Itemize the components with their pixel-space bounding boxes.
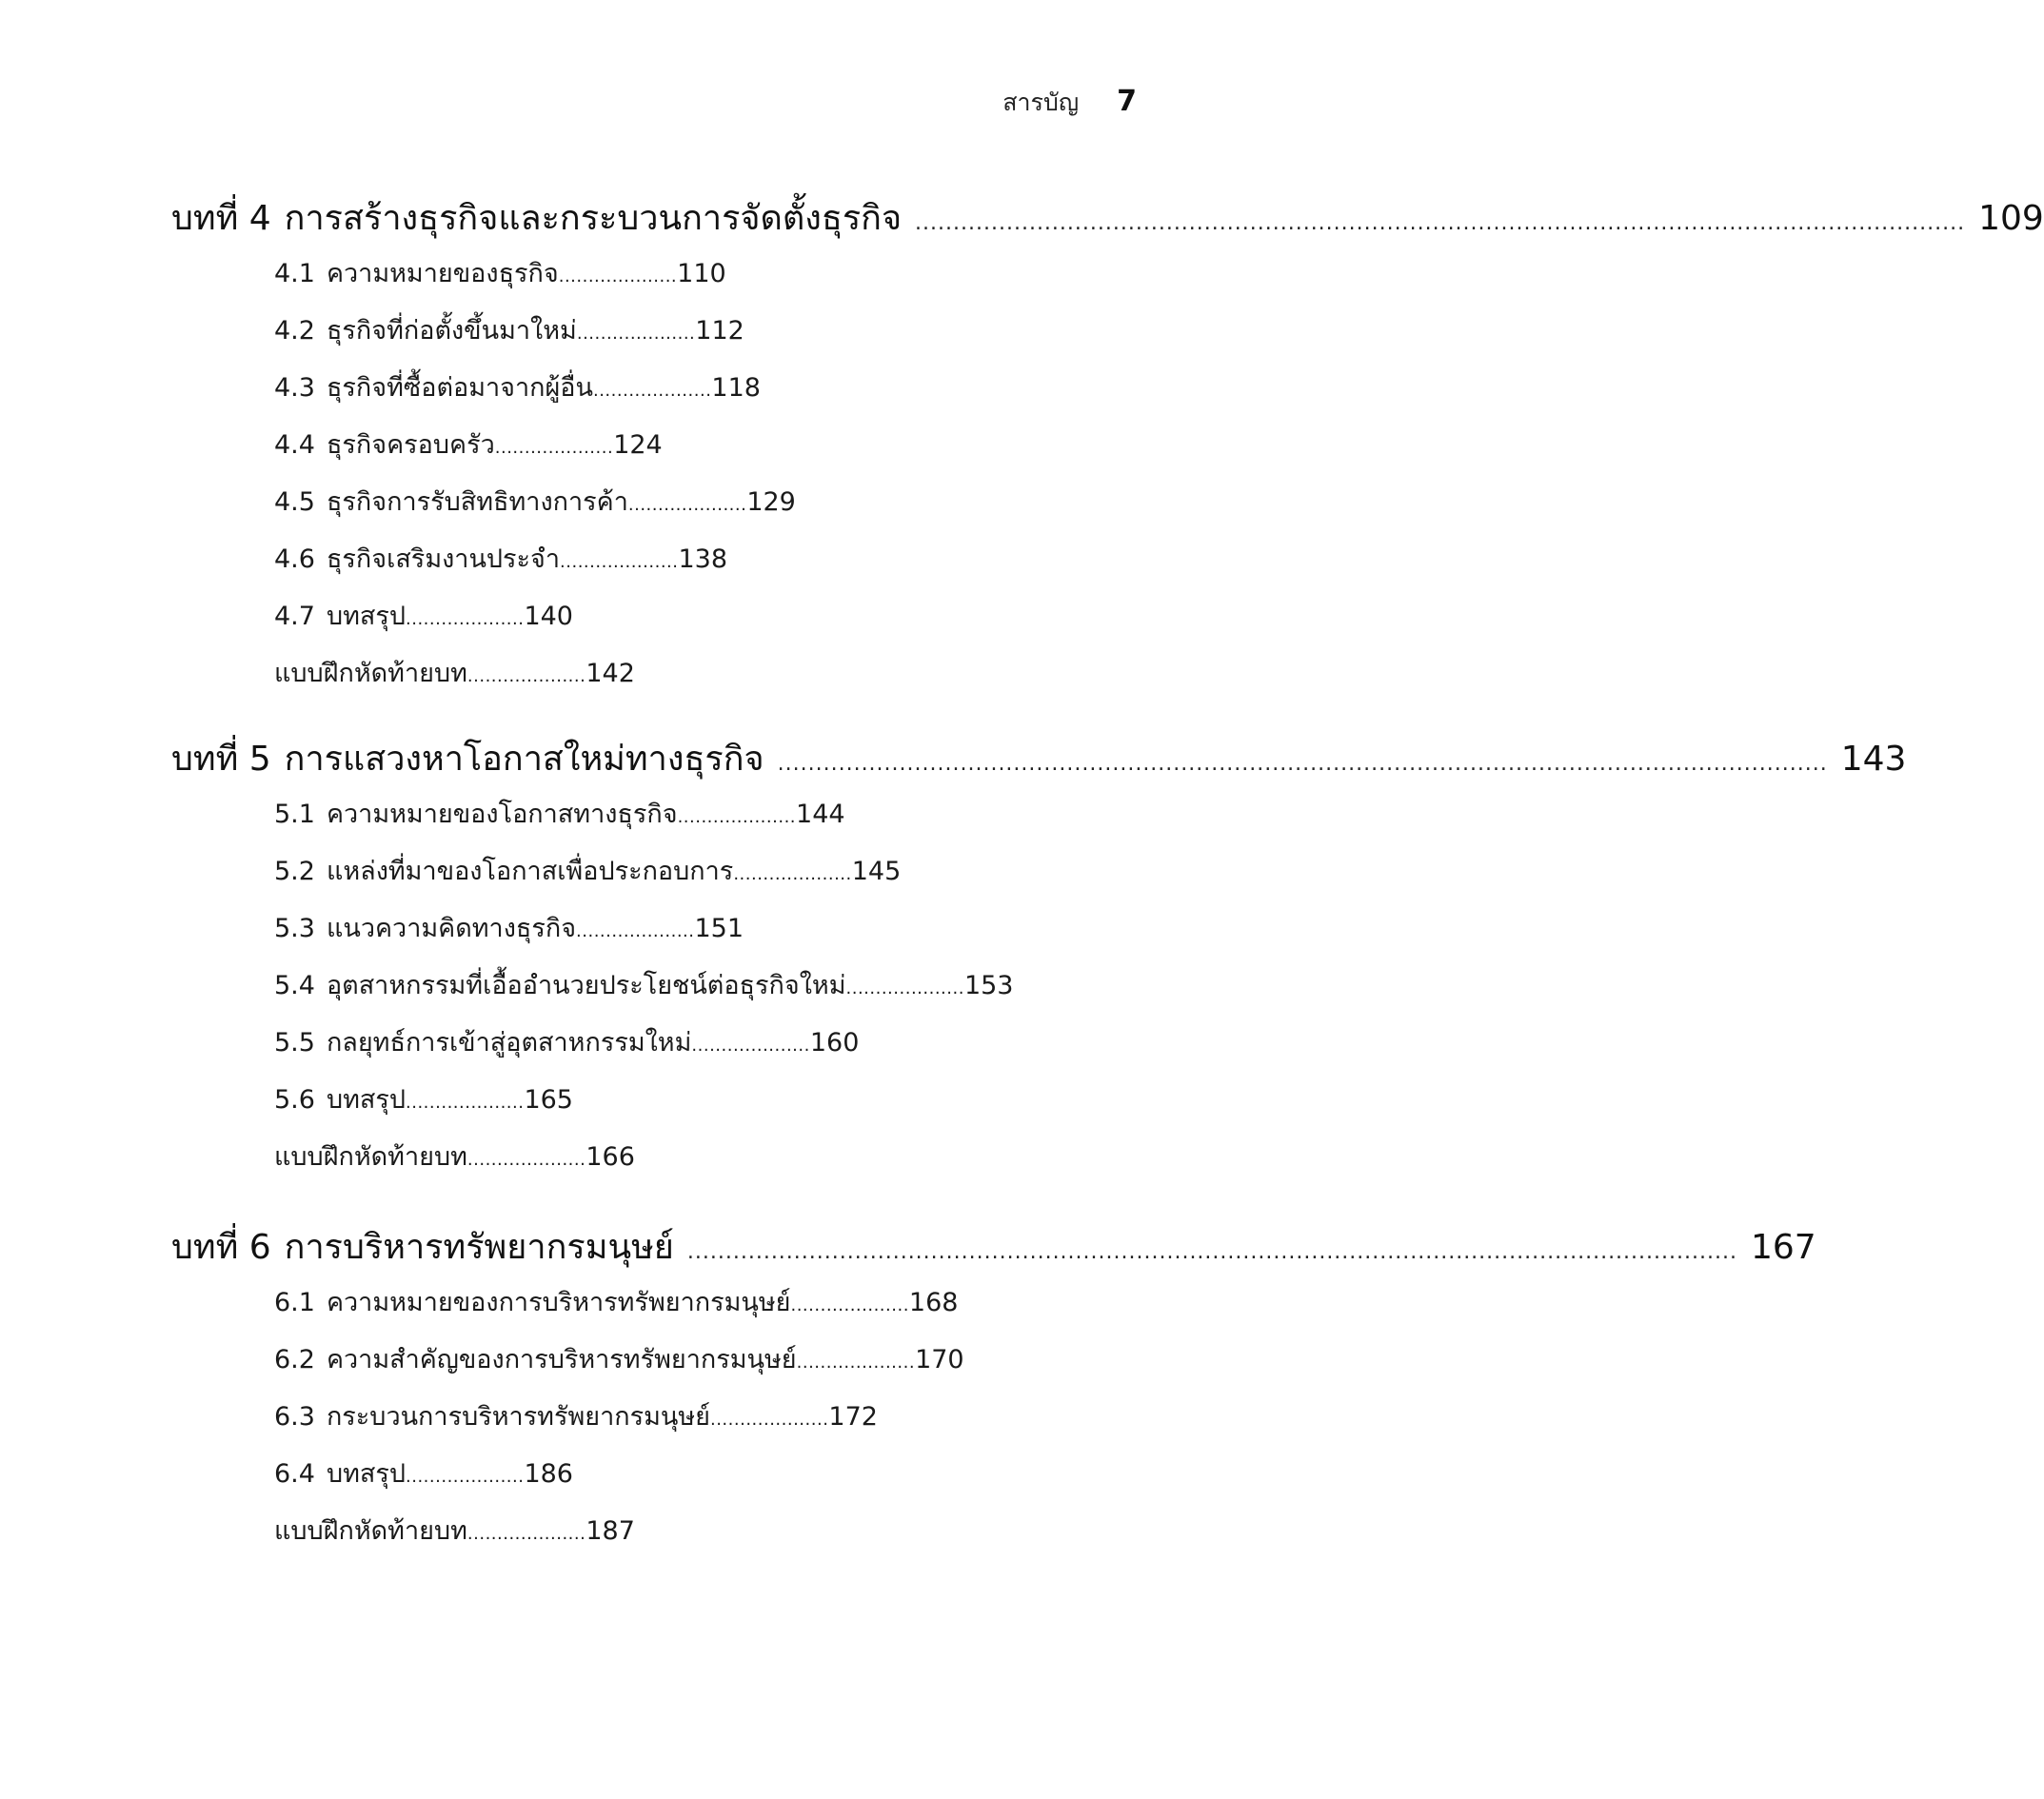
section-page: 160	[809, 1028, 860, 1058]
section-list	[171, 1275, 1157, 1560]
toc-section-entry[interactable]	[274, 958, 1157, 1015]
dot-leader: ....................	[406, 1467, 525, 1487]
chapter-heading[interactable]	[171, 1219, 1816, 1275]
section-page: 187	[585, 1516, 635, 1546]
section-number: 5.2	[274, 857, 315, 886]
section-title: อุตสาหกรรมที่เอื้ออำนวยประโยชน์ต่อธุรกิจใหม่	[326, 971, 846, 1000]
section-title: ธุรกิจครอบครัว	[326, 430, 495, 460]
section-page: 118	[711, 373, 761, 403]
section-page: 145	[851, 857, 902, 886]
dot-leader: ....................	[576, 324, 696, 344]
dot-leader: ....................	[691, 1036, 810, 1056]
running-header	[1002, 84, 1137, 122]
section-number: 4.4	[274, 430, 315, 460]
chapter-4	[171, 190, 2044, 702]
section-number: 6.1	[274, 1288, 315, 1317]
dot-leader: ....................	[466, 1524, 586, 1544]
dot-leader: ....................	[494, 438, 614, 458]
toc-section-entry[interactable]	[274, 900, 1157, 958]
section-number: 4.2	[274, 316, 315, 346]
toc-section-entry[interactable]	[274, 1015, 1157, 1072]
chapter-label: บทที่ 6	[171, 1228, 271, 1267]
dot-leader: ....................	[627, 495, 747, 515]
section-title: กลยุทธ์การเข้าสู่อุตสาหกรรมใหม่	[326, 1028, 692, 1058]
section-number: 5.3	[274, 914, 315, 943]
section-page: 138	[678, 544, 728, 574]
dot-leader: ..........................................................................................................................................	[915, 211, 1966, 235]
toc-section-entry[interactable]	[274, 843, 1157, 900]
dot-leader: ....................	[677, 807, 797, 827]
section-number: 4.7	[274, 602, 315, 631]
section-page: 140	[524, 602, 573, 631]
toc-section-entry[interactable]	[274, 246, 1157, 303]
toc-section-entry[interactable]	[274, 1129, 1157, 1186]
section-title: บทสรุป	[326, 602, 407, 631]
section-title: ธุรกิจที่ก่อตั้งขึ้นมาใหม่	[326, 316, 577, 346]
dot-leader: ..........................................................................................................................................	[777, 752, 1828, 776]
section-number: 4.1	[274, 259, 315, 288]
toc-section-entry[interactable]	[274, 588, 1157, 645]
chapter-label: บทที่ 5	[171, 740, 271, 779]
running-header-page-number: 7	[1117, 85, 1137, 118]
dot-leader: ....................	[790, 1295, 909, 1315]
section-title: แบบฝึกหัดท้ายบท	[274, 659, 467, 688]
dot-leader: ....................	[406, 609, 525, 629]
section-page: 110	[677, 259, 726, 288]
section-number: 5.6	[274, 1085, 315, 1115]
section-title: ความหมายของการบริหารทรัพยากรมนุษย์	[326, 1288, 791, 1317]
dot-leader: ....................	[709, 1410, 829, 1430]
toc-section-entry[interactable]	[274, 417, 1157, 474]
chapter-page: 143	[1840, 740, 1907, 779]
section-title: แนวความคิดทางธุรกิจ	[326, 914, 577, 943]
toc-section-entry[interactable]	[274, 786, 1157, 843]
chapter-page: 109	[1978, 199, 2044, 238]
dot-leader: ....................	[845, 979, 964, 998]
section-page: 165	[524, 1085, 573, 1115]
section-title: ความสำคัญของการบริหารทรัพยากรมนุษย์	[326, 1345, 797, 1374]
chapter-heading[interactable]	[171, 190, 2044, 246]
toc-section-entry[interactable]	[274, 1503, 1157, 1560]
section-title: แบบฝึกหัดท้ายบท	[274, 1142, 467, 1172]
section-page: 168	[908, 1288, 959, 1317]
toc-section-entry[interactable]	[274, 360, 1157, 417]
section-page: 129	[746, 487, 796, 517]
toc-section-entry[interactable]	[274, 474, 1157, 531]
section-number: 6.3	[274, 1402, 315, 1432]
dot-leader: ....................	[560, 552, 679, 572]
section-number: 5.4	[274, 971, 315, 1000]
section-number: 4.6	[274, 544, 315, 574]
dot-leader: ....................	[558, 267, 678, 287]
chapter-5	[171, 731, 1907, 1186]
toc-section-entry[interactable]	[274, 1332, 1157, 1389]
toc-section-entry[interactable]	[274, 1072, 1157, 1129]
section-number: 4.3	[274, 373, 315, 403]
chapter-page: 167	[1750, 1228, 1816, 1267]
section-title: ความหมายของโอกาสทางธุรกิจ	[326, 800, 678, 829]
section-title: ธุรกิจการรับสิทธิทางการค้า	[326, 487, 628, 517]
chapter-title: การแสวงหาโอกาสใหม่ทางธุรกิจ	[284, 740, 764, 779]
section-page: 151	[694, 914, 744, 943]
section-page: 144	[796, 800, 845, 829]
section-page: 142	[585, 659, 635, 688]
section-number: 5.1	[274, 800, 315, 829]
toc-section-entry[interactable]	[274, 645, 1157, 702]
chapter-title: การบริหารทรัพยากรมนุษย์	[284, 1228, 674, 1267]
toc-section-entry[interactable]	[274, 303, 1157, 360]
section-title: แหล่งที่มาของโอกาสเพื่อประกอบการ	[326, 857, 734, 886]
toc-section-entry[interactable]	[274, 1446, 1157, 1503]
toc-section-entry[interactable]	[274, 531, 1157, 588]
section-title: บทสรุป	[326, 1085, 407, 1115]
section-page: 186	[524, 1459, 573, 1489]
toc-section-entry[interactable]	[274, 1389, 1157, 1446]
section-title: ธุรกิจเสริมงานประจำ	[326, 544, 561, 574]
section-page: 153	[963, 971, 1014, 1000]
toc-section-entry[interactable]	[274, 1275, 1157, 1332]
chapter-6	[171, 1219, 1816, 1560]
dot-leader: ....................	[576, 921, 695, 941]
section-page: 124	[613, 430, 663, 460]
section-number: 6.2	[274, 1345, 315, 1374]
section-page: 170	[915, 1345, 964, 1374]
section-title: ความหมายของธุรกิจ	[326, 259, 559, 288]
section-list	[171, 786, 1157, 1186]
dot-leader: ....................	[466, 666, 586, 686]
section-number: 4.5	[274, 487, 315, 517]
chapter-heading[interactable]	[171, 731, 1907, 786]
section-number: 5.5	[274, 1028, 315, 1058]
section-title: แบบฝึกหัดท้ายบท	[274, 1516, 467, 1546]
section-title: ธุรกิจที่ซื้อต่อมาจากผู้อื่น	[326, 373, 593, 403]
dot-leader: ....................	[733, 864, 852, 884]
dot-leader: ....................	[796, 1353, 916, 1373]
section-page: 172	[828, 1402, 878, 1432]
dot-leader: ....................	[466, 1150, 586, 1170]
running-header-section-name: สารบัญ	[1002, 89, 1080, 116]
chapter-title: การสร้างธุรกิจและกระบวนการจัดตั้งธุรกิจ	[284, 199, 903, 238]
section-list	[171, 246, 1157, 702]
dot-leader: ....................	[592, 381, 712, 401]
section-number: 6.4	[274, 1459, 315, 1489]
dot-leader: ....................	[406, 1093, 525, 1113]
chapter-label: บทที่ 4	[171, 199, 271, 238]
section-page: 166	[585, 1142, 635, 1172]
dot-leader: ..........................................................................................................................................	[686, 1240, 1737, 1264]
section-title: กระบวนการบริหารทรัพยากรมนุษย์	[326, 1402, 710, 1432]
section-title: บทสรุป	[326, 1459, 407, 1489]
section-page: 112	[695, 316, 744, 346]
